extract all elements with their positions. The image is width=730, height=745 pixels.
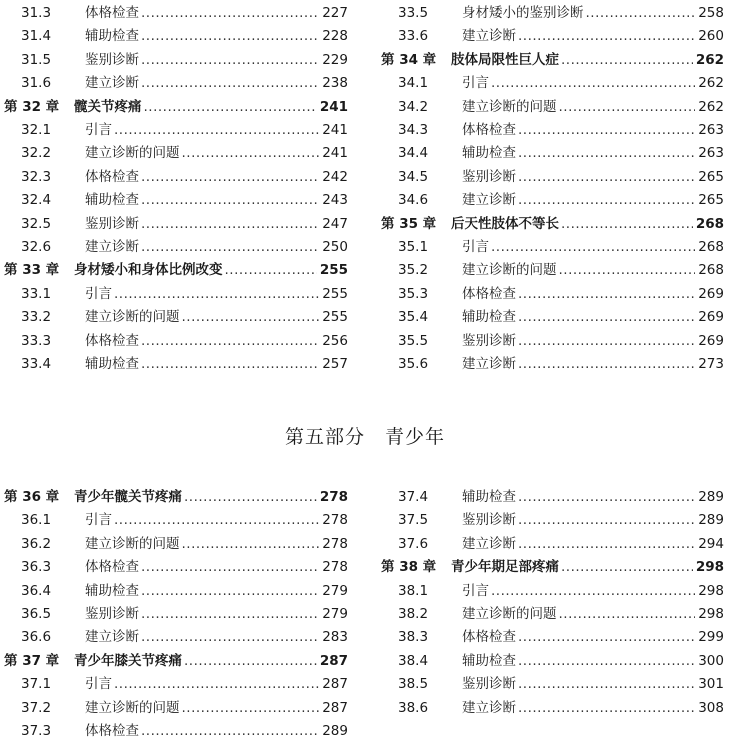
section-title: 建立诊断 [462, 28, 516, 44]
dot-leader [182, 697, 320, 719]
section-title: 建立诊断的问题 [462, 262, 557, 278]
page-number: 263 [698, 145, 724, 161]
section-title: 建立诊断的问题 [85, 536, 180, 552]
section-title: 鉴别诊断 [462, 512, 516, 528]
dot-leader [559, 259, 696, 281]
dot-leader [141, 2, 319, 24]
dot-leader [561, 556, 693, 578]
page-number: 298 [698, 606, 724, 622]
page-number: 308 [698, 700, 724, 716]
section-number: 37.3 [21, 723, 52, 739]
dot-leader [225, 259, 317, 281]
toc-chapter-entry [381, 49, 724, 71]
section-number: 32.1 [21, 122, 52, 138]
section-title: 体格检查 [462, 629, 516, 645]
page-number: 262 [698, 75, 724, 91]
toc-section-entry [381, 533, 724, 555]
page-number: 265 [698, 169, 724, 185]
page-number: 289 [698, 489, 724, 505]
section-number: 34.1 [398, 75, 429, 91]
toc-section-entry [4, 119, 348, 141]
section-number: 35.2 [398, 262, 429, 278]
page-number: 243 [322, 192, 348, 208]
toc-chapter-entry [4, 96, 348, 118]
section-title: 鉴别诊断 [85, 216, 139, 232]
toc-section-entry [4, 603, 348, 625]
dot-leader [518, 509, 695, 531]
page-number: 301 [698, 676, 724, 692]
toc-chapter-entry [381, 213, 724, 235]
section-number: 37.4 [398, 489, 429, 505]
page-number: 262 [698, 99, 724, 115]
chapter-title: 肢体局限性巨人症 [451, 52, 559, 68]
section-title: 引言 [462, 239, 489, 255]
dot-leader [182, 306, 320, 328]
dot-leader [518, 650, 695, 672]
page-number: 283 [322, 629, 348, 645]
section-number: 35.4 [398, 309, 429, 325]
section-number: 34.4 [398, 145, 429, 161]
page-number: 241 [319, 99, 348, 115]
toc-section-entry [381, 650, 724, 672]
section-number: 32.4 [21, 192, 52, 208]
toc-section-entry [4, 673, 348, 695]
section-number: 38.6 [398, 700, 429, 716]
dot-leader [518, 166, 695, 188]
dot-leader [141, 189, 319, 211]
section-title: 辅助检查 [462, 489, 516, 505]
section-number: 31.4 [21, 28, 52, 44]
page-number: 269 [698, 309, 724, 325]
section-title: 鉴别诊断 [462, 333, 516, 349]
page-number: 278 [322, 536, 348, 552]
dot-leader [518, 330, 695, 352]
toc-section-entry [381, 142, 724, 164]
section-title: 引言 [462, 583, 489, 599]
section-number: 37.6 [398, 536, 429, 552]
chapter-number: 第 35 章 [381, 216, 437, 232]
toc-section-entry [381, 2, 724, 24]
section-title: 鉴别诊断 [85, 52, 139, 68]
section-title: 建立诊断 [462, 356, 516, 372]
toc-section-entry [4, 142, 348, 164]
toc-section-entry [4, 189, 348, 211]
toc-chapter-entry [4, 486, 348, 508]
page-number: 268 [698, 262, 724, 278]
section-title: 引言 [462, 75, 489, 91]
section-title: 引言 [85, 676, 112, 692]
chapter-title: 髋关节疼痛 [74, 99, 142, 115]
section-title: 辅助检查 [462, 653, 516, 669]
page-number: 262 [695, 52, 724, 68]
section-title: 建立诊断的问题 [85, 700, 180, 716]
toc-section-entry [381, 697, 724, 719]
dot-leader [491, 72, 695, 94]
section-number: 37.2 [21, 700, 52, 716]
section-number: 38.4 [398, 653, 429, 669]
section-title: 建立诊断 [462, 192, 516, 208]
dot-leader [559, 603, 696, 625]
section-title: 体格检查 [462, 286, 516, 302]
section-title: 辅助检查 [462, 309, 516, 325]
dot-leader [518, 283, 695, 305]
part-title: 第五部分 青少年 [284, 426, 445, 448]
dot-leader [114, 119, 319, 141]
section-title: 体格检查 [85, 169, 139, 185]
section-title: 辅助检查 [85, 583, 139, 599]
page-number: 257 [322, 356, 348, 372]
section-number: 36.2 [21, 536, 52, 552]
chapter-title: 后天性肢体不等长 [451, 216, 559, 232]
chapter-number: 第 38 章 [381, 559, 437, 575]
toc-section-entry [4, 213, 348, 235]
dot-leader [518, 533, 695, 555]
dot-leader [141, 720, 319, 742]
section-number: 32.6 [21, 239, 52, 255]
toc-section-entry [381, 236, 724, 258]
section-title: 建立诊断 [85, 239, 139, 255]
section-number: 33.5 [398, 5, 429, 21]
page-number: 273 [698, 356, 724, 372]
dot-leader [114, 673, 319, 695]
section-title: 引言 [85, 122, 112, 138]
page-number: 250 [322, 239, 348, 255]
chapter-title: 青少年膝关节疼痛 [74, 653, 182, 669]
dot-leader [141, 330, 319, 352]
section-number: 36.6 [21, 629, 52, 645]
section-number: 38.3 [398, 629, 429, 645]
section-title: 体格检查 [462, 122, 516, 138]
page-number: 238 [322, 75, 348, 91]
dot-leader [561, 49, 693, 71]
dot-leader [518, 25, 695, 47]
chapter-number: 第 33 章 [4, 262, 60, 278]
toc-section-entry [4, 49, 348, 71]
toc-section-entry [381, 306, 724, 328]
page-number: 287 [322, 700, 348, 716]
page-number: 260 [698, 28, 724, 44]
toc-section-entry [4, 533, 348, 555]
page-number: 263 [698, 122, 724, 138]
section-title: 引言 [85, 286, 112, 302]
section-title: 建立诊断 [462, 536, 516, 552]
dot-leader [114, 283, 319, 305]
page-number: 229 [322, 52, 348, 68]
dot-leader [114, 509, 319, 531]
chapter-number: 第 32 章 [4, 99, 60, 115]
section-number: 38.2 [398, 606, 429, 622]
page-number: 287 [319, 653, 348, 669]
toc-section-entry [381, 72, 724, 94]
section-number: 31.3 [21, 5, 52, 21]
toc-section-entry [381, 509, 724, 531]
toc-section-entry [381, 673, 724, 695]
page-number: 265 [698, 192, 724, 208]
dot-leader [518, 697, 695, 719]
dot-leader [141, 213, 319, 235]
page-number: 299 [698, 629, 724, 645]
section-title: 建立诊断 [462, 700, 516, 716]
dot-leader [518, 306, 695, 328]
page-number: 279 [322, 606, 348, 622]
page-number: 294 [698, 536, 724, 552]
section-title: 建立诊断 [85, 629, 139, 645]
chapter-title: 青少年髋关节疼痛 [74, 489, 182, 505]
chapter-title: 青少年期足部疼痛 [451, 559, 559, 575]
toc-section-entry [4, 626, 348, 648]
page-number: 278 [322, 512, 348, 528]
toc-section-entry [381, 189, 724, 211]
toc-section-entry [381, 119, 724, 141]
section-title: 鉴别诊断 [462, 676, 516, 692]
dot-leader [184, 650, 317, 672]
dot-leader [586, 2, 696, 24]
dot-leader [141, 72, 319, 94]
page-number: 241 [322, 122, 348, 138]
section-number: 33.1 [21, 286, 52, 302]
section-title: 鉴别诊断 [85, 606, 139, 622]
page-number: 227 [322, 5, 348, 21]
section-number: 34.6 [398, 192, 429, 208]
toc-section-entry [381, 353, 724, 375]
section-number: 35.5 [398, 333, 429, 349]
section-number: 36.5 [21, 606, 52, 622]
section-number: 33.4 [21, 356, 52, 372]
section-number: 33.6 [398, 28, 429, 44]
section-title: 建立诊断的问题 [462, 606, 557, 622]
section-number: 31.6 [21, 75, 52, 91]
toc-chapter-entry [4, 650, 348, 672]
page-number: 289 [698, 512, 724, 528]
toc-section-entry [4, 283, 348, 305]
section-number: 38.1 [398, 583, 429, 599]
dot-leader [518, 142, 695, 164]
toc-section-entry [4, 509, 348, 531]
section-title: 辅助检查 [85, 192, 139, 208]
toc-chapter-entry [4, 259, 348, 281]
section-number: 37.5 [398, 512, 429, 528]
dot-leader [141, 556, 319, 578]
toc-section-entry [4, 72, 348, 94]
section-number: 38.5 [398, 676, 429, 692]
page-number: 256 [322, 333, 348, 349]
dot-leader [141, 603, 319, 625]
section-title: 建立诊断的问题 [462, 99, 557, 115]
section-number: 36.1 [21, 512, 52, 528]
section-title: 身材矮小的鉴别诊断 [462, 5, 584, 21]
page-number: 255 [322, 309, 348, 325]
page-number: 300 [698, 653, 724, 669]
dot-leader [491, 236, 695, 258]
dot-leader [518, 626, 695, 648]
section-number: 36.3 [21, 559, 52, 575]
toc-section-entry [4, 166, 348, 188]
dot-leader [141, 353, 319, 375]
toc-section-entry [4, 330, 348, 352]
section-title: 鉴别诊断 [462, 169, 516, 185]
section-number: 34.5 [398, 169, 429, 185]
dot-leader [518, 486, 695, 508]
dot-leader [518, 673, 695, 695]
dot-leader [518, 119, 695, 141]
toc-section-entry [4, 697, 348, 719]
toc-section-entry [4, 556, 348, 578]
dot-leader [559, 96, 696, 118]
page-number: 287 [322, 676, 348, 692]
toc-section-entry [381, 580, 724, 602]
toc-section-entry [4, 353, 348, 375]
toc-section-entry [381, 259, 724, 281]
dot-leader [144, 96, 317, 118]
toc-section-entry [4, 2, 348, 24]
section-number: 35.3 [398, 286, 429, 302]
section-title: 体格检查 [85, 333, 139, 349]
section-number: 34.3 [398, 122, 429, 138]
section-number: 36.4 [21, 583, 52, 599]
section-number: 32.5 [21, 216, 52, 232]
chapter-number: 第 37 章 [4, 653, 60, 669]
section-title: 辅助检查 [85, 356, 139, 372]
section-number: 35.1 [398, 239, 429, 255]
dot-leader [184, 486, 317, 508]
dot-leader [141, 236, 319, 258]
page-number: 255 [322, 286, 348, 302]
chapter-number: 第 34 章 [381, 52, 437, 68]
dot-leader [141, 49, 319, 71]
page-number: 269 [698, 333, 724, 349]
page-number: 278 [319, 489, 348, 505]
page-number: 242 [322, 169, 348, 185]
page-number: 298 [695, 559, 724, 575]
dot-leader [182, 533, 320, 555]
page-number: 279 [322, 583, 348, 599]
section-title: 建立诊断的问题 [85, 309, 180, 325]
section-title: 体格检查 [85, 5, 139, 21]
section-number: 33.3 [21, 333, 52, 349]
toc-chapter-entry [381, 556, 724, 578]
section-number: 32.3 [21, 169, 52, 185]
dot-leader [491, 580, 695, 602]
section-title: 体格检查 [85, 559, 139, 575]
page-number: 298 [698, 583, 724, 599]
page-number: 289 [322, 723, 348, 739]
section-number: 34.2 [398, 99, 429, 115]
toc-section-entry [4, 580, 348, 602]
page-number: 258 [698, 5, 724, 21]
page-number: 268 [698, 239, 724, 255]
page-number: 278 [322, 559, 348, 575]
toc-section-entry [381, 96, 724, 118]
toc-section-entry [381, 626, 724, 648]
section-number: 33.2 [21, 309, 52, 325]
toc-section-entry [381, 603, 724, 625]
dot-leader [141, 580, 319, 602]
dot-leader [561, 213, 693, 235]
dot-leader [141, 25, 319, 47]
page-number: 268 [695, 216, 724, 232]
page-number: 255 [319, 262, 348, 278]
section-number: 31.5 [21, 52, 52, 68]
toc-section-entry [4, 306, 348, 328]
section-title: 体格检查 [85, 723, 139, 739]
section-title: 辅助检查 [462, 145, 516, 161]
chapter-title: 身材矮小和身体比例改变 [74, 262, 223, 278]
section-title: 建立诊断 [85, 75, 139, 91]
toc-section-entry [381, 283, 724, 305]
toc-section-entry [4, 236, 348, 258]
toc-section-entry [381, 25, 724, 47]
section-title: 建立诊断的问题 [85, 145, 180, 161]
dot-leader [518, 353, 695, 375]
section-number: 37.1 [21, 676, 52, 692]
dot-leader [518, 189, 695, 211]
section-number: 35.6 [398, 356, 429, 372]
toc-section-entry [4, 720, 348, 742]
page-number: 241 [322, 145, 348, 161]
dot-leader [141, 626, 319, 648]
dot-leader [182, 142, 320, 164]
dot-leader [141, 166, 319, 188]
page-number: 247 [322, 216, 348, 232]
toc-section-entry [4, 25, 348, 47]
page-number: 269 [698, 286, 724, 302]
section-number: 32.2 [21, 145, 52, 161]
chapter-number: 第 36 章 [4, 489, 60, 505]
toc-section-entry [381, 166, 724, 188]
section-title: 引言 [85, 512, 112, 528]
toc-section-entry [381, 486, 724, 508]
section-title: 辅助检查 [85, 28, 139, 44]
toc-section-entry [381, 330, 724, 352]
page-number: 228 [322, 28, 348, 44]
